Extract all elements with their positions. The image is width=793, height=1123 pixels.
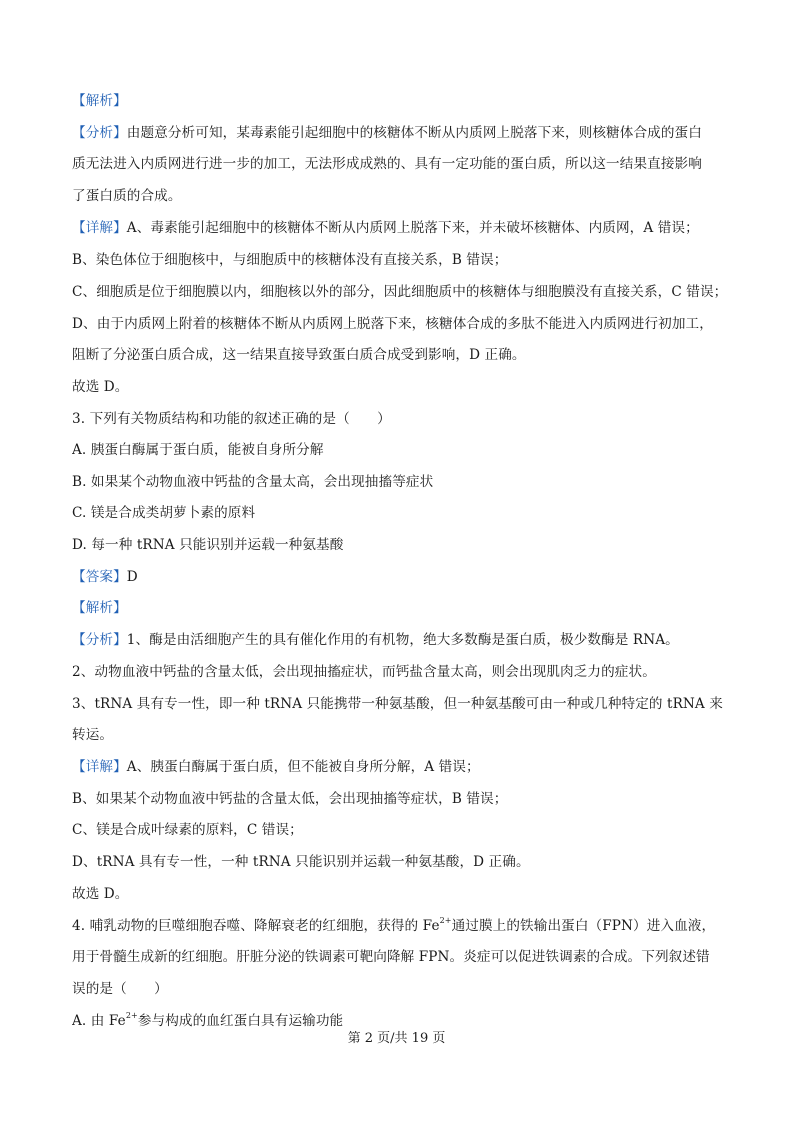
line-text: 转运。 xyxy=(72,727,114,743)
line-text: C、镁是合成叶绿素的原料，C 错误； xyxy=(72,822,303,838)
line-text: 故选 D。 xyxy=(72,379,129,395)
text-line xyxy=(72,884,732,904)
option-c xyxy=(72,503,732,523)
line-text: 参与构成的血红蛋白具有运输功能 xyxy=(137,1013,344,1029)
line-text: C. 镁是合成类胡萝卜素的原料 xyxy=(72,505,256,521)
text-line xyxy=(72,377,732,397)
text-line xyxy=(72,218,732,238)
section-tag: 【分析】 xyxy=(72,632,127,648)
section-tag: 【分析】 xyxy=(72,125,127,141)
line-text: 阻断了分泌蛋白质合成，这一结果直接导致蛋白质合成受到影响，D 正确。 xyxy=(72,347,526,363)
line-text: 用于骨髓生成新的红细胞。肝脏分泌的铁调素可靶向降解 FPN。炎症可以促进铁调素的合成。下列叙述错 xyxy=(72,949,710,965)
line-text: D. 每一种 tRNA 只能识别并运载一种氨基酸 xyxy=(72,537,344,553)
text-line xyxy=(72,662,732,682)
question-4-stem-line-2 xyxy=(72,947,732,967)
line-text: 了蛋白质的合成。 xyxy=(72,188,182,204)
line-text: 2、动物血液中钙盐的含量太低，会出现抽搐症状，而钙盐含量太高，则会出现肌肉乏力的症状。 xyxy=(72,664,656,680)
line-text: 误的是（ ） xyxy=(72,981,168,997)
question-4-stem-line-1 xyxy=(72,916,732,936)
text-line xyxy=(72,314,732,334)
superscript: 2+ xyxy=(439,916,452,926)
question-4-stem-line-3 xyxy=(72,979,732,999)
text-line xyxy=(72,186,732,206)
text-line xyxy=(72,694,732,714)
line-text: 质无法进入内质网进行进一步的加工，无法形成成熟的、具有一定功能的蛋白质，所以这一结果直接影响 xyxy=(72,156,702,172)
text-line xyxy=(72,91,732,111)
text-line xyxy=(72,598,732,618)
question-stem xyxy=(72,409,732,429)
text-line xyxy=(72,852,732,872)
line-text: B、如果某个动物血液中钙盐的含量太低，会出现抽搐等症状，B 错误； xyxy=(72,791,508,807)
line-text: A. 胰蛋白酶属于蛋白质，能被自身所分解 xyxy=(72,442,324,458)
text-line xyxy=(72,725,732,745)
option-d xyxy=(72,535,732,555)
text-line xyxy=(72,282,732,302)
question-4-option-a xyxy=(72,1011,732,1031)
line-text: 故选 D。 xyxy=(72,886,129,902)
text-line xyxy=(72,820,732,840)
line-text: 通过膜上的铁输出蛋白（FPN）进入血液， xyxy=(451,918,716,934)
text-line xyxy=(72,630,732,650)
text-line xyxy=(72,757,732,777)
section-tag: 【解析】 xyxy=(72,93,127,109)
section-tag: 【解析】 xyxy=(72,600,127,616)
text-line xyxy=(72,250,732,270)
text-line xyxy=(72,123,732,143)
line-text: 4. 哺乳动物的巨噬细胞吞噬、降解衰老的红细胞，获得的 Fe xyxy=(72,918,440,934)
line-text: A、毒素能引起细胞中的核糖体不断从内质网上脱落下来，并未破坏核糖体、内质网，A 错误； xyxy=(126,220,699,236)
page-footer: 第 2 页/共 19 页 xyxy=(347,1031,446,1046)
line-text: D xyxy=(126,569,138,585)
text-line xyxy=(72,154,732,174)
line-text: 1、酶是由活细胞产生的具有催化作用的有机物，绝大多数酶是蛋白质，极少数酶是 RNA。 xyxy=(126,632,679,648)
line-text: 由题意分析可知，某毒素能引起细胞中的核糖体不断从内质网上脱落下来，则核糖体合成的蛋白 xyxy=(126,125,702,141)
line-text: 3、tRNA 具有专一性，即一种 tRNA 只能携带一种氨基酸，但一种氨基酸可由一种或几种特定的 tRNA 来 xyxy=(72,696,723,712)
line-text: D、由于内质网上附着的核糖体不断从内质网上脱落下来，核糖体合成的多肽不能进入内质网进行初加工， xyxy=(72,316,713,332)
line-text: B、染色体位于细胞核中，与细胞质中的核糖体没有直接关系，B 错误； xyxy=(72,252,508,268)
line-text: A. 由 Fe xyxy=(72,1013,126,1029)
line-text: 3. 下列有关物质结构和功能的叙述正确的是（ ） xyxy=(72,411,391,427)
line-text: A、胰蛋白酶属于蛋白质，但不能被自身所分解，A 错误； xyxy=(126,759,480,775)
section-tag: 【详解】 xyxy=(72,759,127,775)
section-tag: 【详解】 xyxy=(72,220,127,236)
answer-line xyxy=(72,567,732,587)
option-a xyxy=(72,440,732,460)
text-line xyxy=(72,345,732,365)
line-text: C、细胞质是位于细胞膜以内，细胞核以外的部分，因此细胞质中的核糖体与细胞膜没有直接关系，C 错误； xyxy=(72,284,728,300)
section-tag: 【答案】 xyxy=(72,569,127,585)
text-line xyxy=(72,789,732,809)
option-b xyxy=(72,472,732,492)
line-text: D、tRNA 具有专一性，一种 tRNA 只能识别并运载一种氨基酸，D 正确。 xyxy=(72,854,530,870)
superscript: 2+ xyxy=(125,1011,138,1021)
line-text: B. 如果某个动物血液中钙盐的含量太高，会出现抽搐等症状 xyxy=(72,474,434,490)
